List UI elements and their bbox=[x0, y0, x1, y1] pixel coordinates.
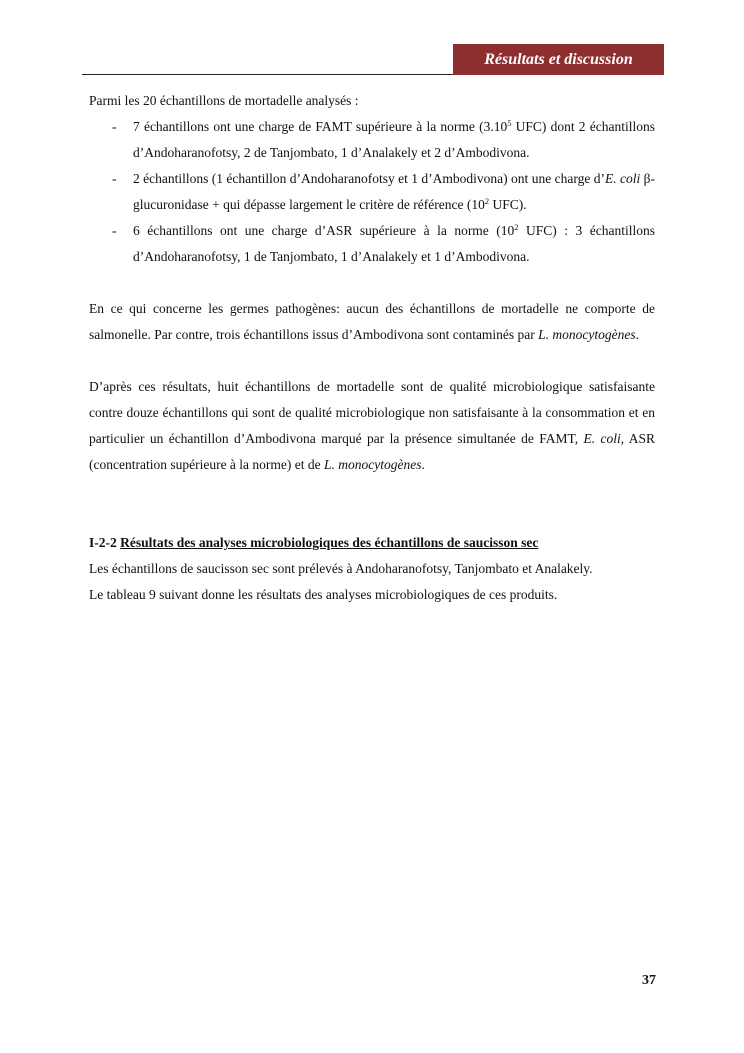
section-number: I-2-2 bbox=[89, 535, 117, 550]
page-body bbox=[89, 88, 655, 608]
list-item: - 7 échantillons ont une charge de FAMT supérieure à la norme (3.10$^5$ UFC) dont 2 échantillons d’Andoharanofotsy, 2 de Tanjombato, 1 d’Analakely et 2 d’Ambodivona. bbox=[89, 114, 655, 166]
intro-line: Parmi les 20 échantillons de mortadelle analysés : bbox=[89, 93, 359, 108]
conclusion-paragraph: D’après ces résultats, huit échantillons de mortadelle sont de qualité microbiologique satisfaisante contre douze échantillons qui sont de qualité microbiologique non satisfaisante à la consommation et en particulier un échantillon d’Ambodivona marqué par la présence simultanée de FAMT, E. coli, ASR (concentration supérieure à la norme) et de L. monocytogènes. bbox=[89, 379, 655, 472]
list-item: - 6 échantillons ont une charge d’ASR supérieure à la norme ($10^2$ UFC) : 3 échantillons d’Andoharanofotsy, 1 de Tanjombato, 1 d’Analakely et 1 d’Ambodivona. bbox=[89, 218, 655, 270]
section-line: Les échantillons de saucisson sec sont prélevés à Andoharanofotsy, Tanjombato et Analakely. bbox=[89, 561, 593, 576]
list-dash: - bbox=[112, 223, 117, 238]
page-number: 37 bbox=[642, 973, 656, 988]
list-item: - 2 échantillons (1 échantillon d’Andoharanofotsy et 1 d’Ambodivona) ont une charge d’E. coli β-glucuronidase + qui dépasse largement le critère de référence ($10^2$ UFC). bbox=[89, 166, 655, 218]
section-title: Résultats des analyses microbiologiques des échantillons de saucisson sec bbox=[120, 535, 539, 550]
pathogens-paragraph: En ce qui concerne les germes pathogènes: aucun des échantillons de mortadelle ne comporte de salmonelle. Par contre, trois échantillons issus d’Ambodivona sont contaminés par L. monocytogènes. bbox=[89, 301, 655, 342]
running-header bbox=[453, 44, 664, 75]
running-header-title: Résultats et discussion bbox=[484, 50, 633, 68]
section-heading bbox=[89, 530, 655, 556]
section-line: Le tableau 9 suivant donne les résultats des analyses microbiologiques de ces produits. bbox=[89, 587, 558, 602]
list-dash: - bbox=[112, 171, 117, 186]
list-dash: - bbox=[112, 119, 117, 134]
results-list bbox=[89, 114, 655, 270]
